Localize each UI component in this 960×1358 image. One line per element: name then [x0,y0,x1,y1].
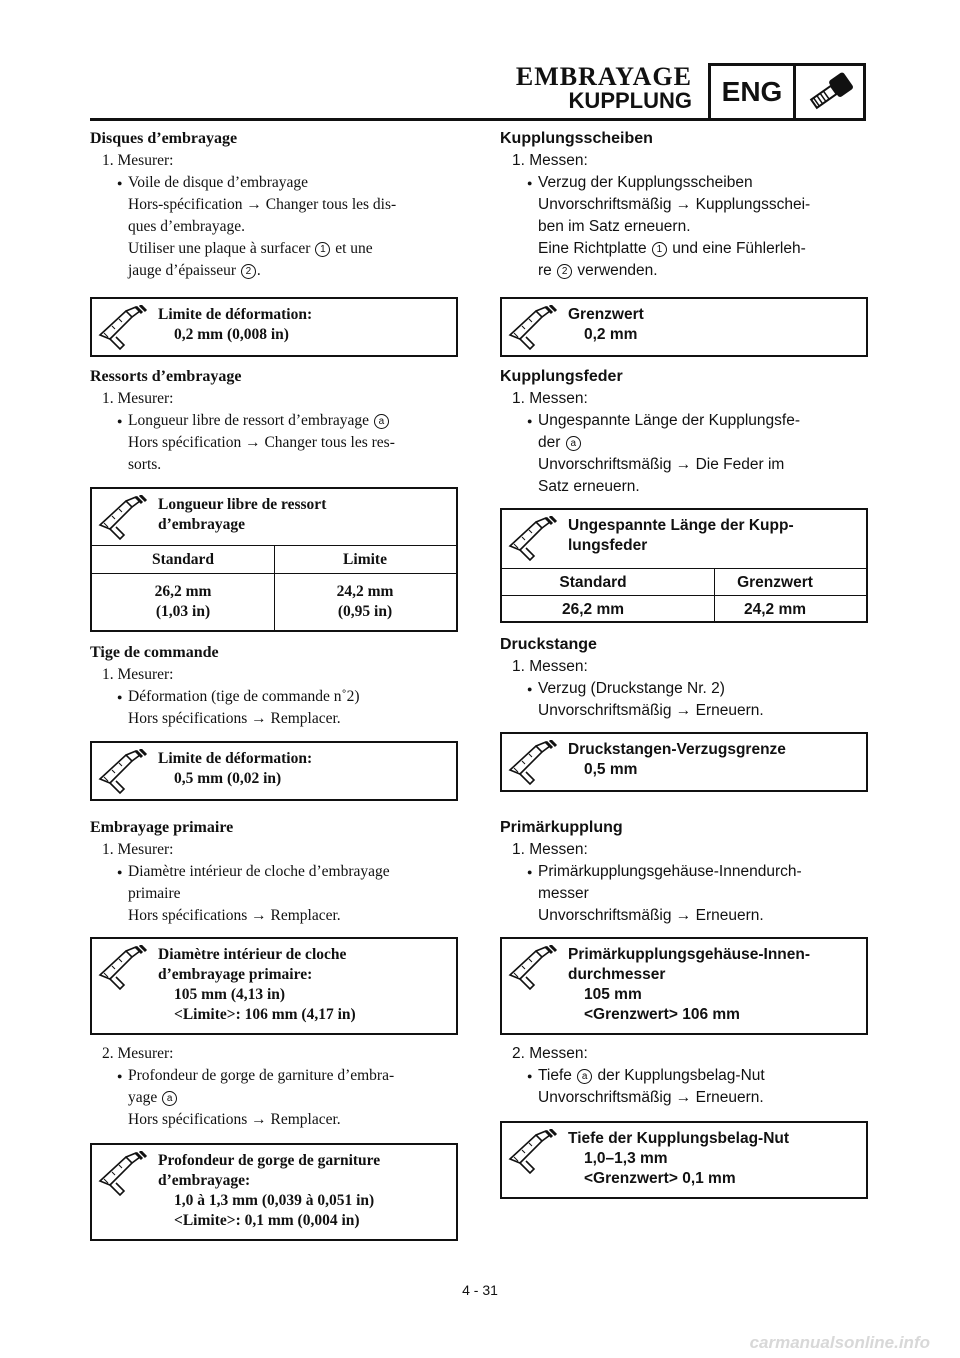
value-standard: 26,2 mm (1,03 in) [154,583,212,620]
col-grenzwert: Grenzwert [737,574,813,591]
body-text: der a [538,432,870,454]
spec-label: d’embrayage primaire: [158,966,313,983]
spec-label: d’embrayage [158,516,245,533]
column-french-4 [90,817,460,927]
spec-label: Primärkupplungsgehäuse-Innen- [568,946,811,963]
bullet-text: ● Verzug der Kupplungsscheiben [538,172,870,194]
marker-1: 1 [652,242,667,257]
spec-box-druckstange [500,732,868,792]
column-german-5 [500,1043,870,1109]
body-text: Unvorschriftsmäßig → Erneuern. [538,702,764,719]
step-text: 1. Mesurer: [102,390,174,407]
value-standard: 26,2 mm [561,601,625,618]
spec-box-deformation-disques [90,297,458,357]
caliper-icon [506,1129,562,1175]
step-text: 2. Messen: [512,1045,588,1062]
bullet-text: ● Verzug (Druckstange Nr. 2) [538,678,870,700]
body-text: ben im Satz erneuern. [538,218,691,235]
column-german-4 [500,817,870,927]
spec-label: Profondeur de gorge de garniture [158,1152,381,1169]
spec-label: Diamètre intérieur de cloche [158,946,347,963]
bullet-text: ● Voile de disque d’embrayage [128,172,460,194]
heading-primaerkupplung: Primärkupplung [500,819,623,836]
spec-limit: <Limite>: 106 mm (4,17 in) [174,1006,356,1023]
marker-2: 2 [241,264,256,279]
step-text: 2. Mesurer: [102,1045,174,1062]
spec-limit: <Limite>: 0,1 mm (0,004 in) [174,1212,360,1229]
caliper-icon [96,495,152,541]
value-grenzwert: 24,2 mm [743,601,807,618]
spec-value: 0,5 mm (0,02 in) [174,770,282,787]
body-text: ques d’embrayage. [128,218,246,235]
watermark: carmanualsonline.info [749,1333,930,1352]
spec-limit: <Grenzwert> 0,1 mm [584,1170,736,1187]
heading-kupplungsfeder: Kupplungsfeder [500,368,623,385]
column-french-3 [90,642,460,730]
spec-box-belag-nut [500,1121,868,1199]
step-text: 1. Messen: [512,390,588,407]
body-text: Hors spécification → Changer tous les res- [128,434,395,451]
spec-value: 0,5 mm [584,761,638,778]
heading-ressorts: Ressorts d’embrayage [90,368,242,385]
spec-label: durchmesser [568,966,666,983]
body-text: Hors spécifications → Remplacer. [128,710,341,727]
spec-label: Grenzwert [568,306,644,323]
spec-label: Ungespannte Länge der Kupp- [568,517,794,534]
spec-label: d’embrayage: [158,1172,251,1189]
heading-embrayage-primaire: Embrayage primaire [90,819,234,836]
body-text: Hors-spécification → Changer tous les dis- [128,196,397,213]
heading-kupplungsscheiben: Kupplungsscheiben [500,130,653,147]
spec-value: 0,2 mm [584,326,638,343]
col-standard: Standard [151,551,215,568]
caliper-icon [506,516,562,562]
bullet-text: ● Ungespannte Länge der Kupplungsfe- [538,410,870,432]
marker-a: a [566,436,581,451]
section-title-fr: EMBRAYAGE [515,62,692,91]
spec-value: 1,0 à 1,3 mm (0,039 à 0,051 in) [174,1192,375,1209]
eng-label: ENG [711,66,796,118]
heading-druckstange: Druckstange [500,636,597,653]
column-french [90,128,460,282]
body-text: Eine Richtplatte 1 und eine Fühlerleh- [538,240,806,257]
body-text: Hors spécifications → Remplacer. [128,1111,341,1128]
body-text: Unvorschriftsmäßig → Erneuern. [538,907,764,924]
caliper-icon [96,749,152,795]
spec-label: Limite de déformation: [158,306,313,323]
body-text: primaire [128,885,181,902]
marker-2: 2 [557,264,572,279]
spec-box-diametre [90,937,458,1035]
step-text: 1. Messen: [512,841,588,858]
body-text: Satz erneuern. [538,478,640,495]
marker-1: 1 [315,242,330,257]
spec-value: 0,2 mm (0,008 in) [174,326,289,343]
body-text: Unvorschriftsmäßig → Erneuern. [538,1089,764,1106]
caliper-icon [96,1151,152,1197]
body-text: re 2 verwenden. [538,262,658,279]
body-text: Unvorschriftsmäßig → Die Feder im [538,456,785,473]
spec-label: Limite de déformation: [158,750,313,767]
column-french-2 [90,366,460,476]
engine-bolt-icon [796,66,863,118]
col-limite: Limite [343,551,387,568]
spec-box-grenzwert-scheiben [500,297,868,357]
column-german-3 [500,634,870,722]
body-text: messer [538,885,589,902]
marker-a: a [374,414,389,429]
marker-a: a [577,1069,592,1084]
step-text: 1. Messen: [512,658,588,675]
spec-box-federlaenge [500,508,868,623]
bullet-text: ● Diamètre intérieur de cloche d’embrayage [128,861,460,883]
body-text: Unvorschriftsmäßig → Kupplungsschei- [538,196,811,213]
heading-disques: Disques d’embrayage [90,130,238,147]
page-number: 4 - 31 [462,1282,498,1298]
caliper-icon [506,305,562,351]
bullet-text: ● Primärkupplungsgehäuse-Innendurch- [538,861,870,883]
spec-value: 105 mm (4,13 in) [174,986,286,1003]
bullet-text: ● Tiefe a der Kupplungsbelag-Nut [538,1065,870,1087]
spec-box-deformation-tige [90,741,458,801]
step-text: 1. Messen: [512,152,588,169]
step-text: 1. Mesurer: [102,841,174,858]
section-title-de: KUPPLUNG [568,88,692,113]
spec-label: Longueur libre de ressort [158,496,327,513]
bullet-text: ● Déformation (tige de commande n˚2) [128,686,460,708]
heading-tige: Tige de commande [90,644,219,661]
spec-box-profondeur [90,1143,458,1241]
column-french-5 [90,1043,460,1131]
body-text: Utiliser une plaque à surfacer 1 et une [128,240,373,257]
eng-badge [708,63,866,121]
value-limite: 24,2 mm (0,95 in) [336,583,394,620]
spec-value: 1,0–1,3 mm [584,1150,668,1167]
spec-label: lungsfeder [568,537,648,554]
spec-label: Tiefe der Kupplungsbelag-Nut [568,1130,790,1147]
step-text: 1. Mesurer: [102,152,174,169]
caliper-icon [96,945,152,991]
spec-box-ressort [90,487,458,632]
column-german [500,128,870,282]
caliper-icon [96,305,152,351]
body-text: yage a [128,1087,460,1109]
spec-limit: <Grenzwert> 106 mm [584,1006,740,1023]
caliper-icon [506,740,562,786]
spec-value: 105 mm [584,986,642,1003]
spec-box-innendurchmesser [500,937,868,1035]
spec-label: Druckstangen-Verzugsgrenze [568,741,786,758]
body-text: sorts. [128,456,162,473]
column-german-2 [500,366,870,498]
marker-a: a [162,1091,177,1106]
body-text: jauge d’épaisseur 2 . [128,262,261,279]
caliper-icon [506,945,562,991]
header-rule [90,118,710,121]
bullet-text: ● Profondeur de gorge de garniture d’embra- [128,1065,460,1087]
step-text: 1. Mesurer: [102,666,174,683]
bullet-text: ● Longueur libre de ressort d’embrayage a [128,410,460,432]
col-standard: Standard [559,574,627,591]
body-text: Hors spécifications → Remplacer. [128,907,341,924]
